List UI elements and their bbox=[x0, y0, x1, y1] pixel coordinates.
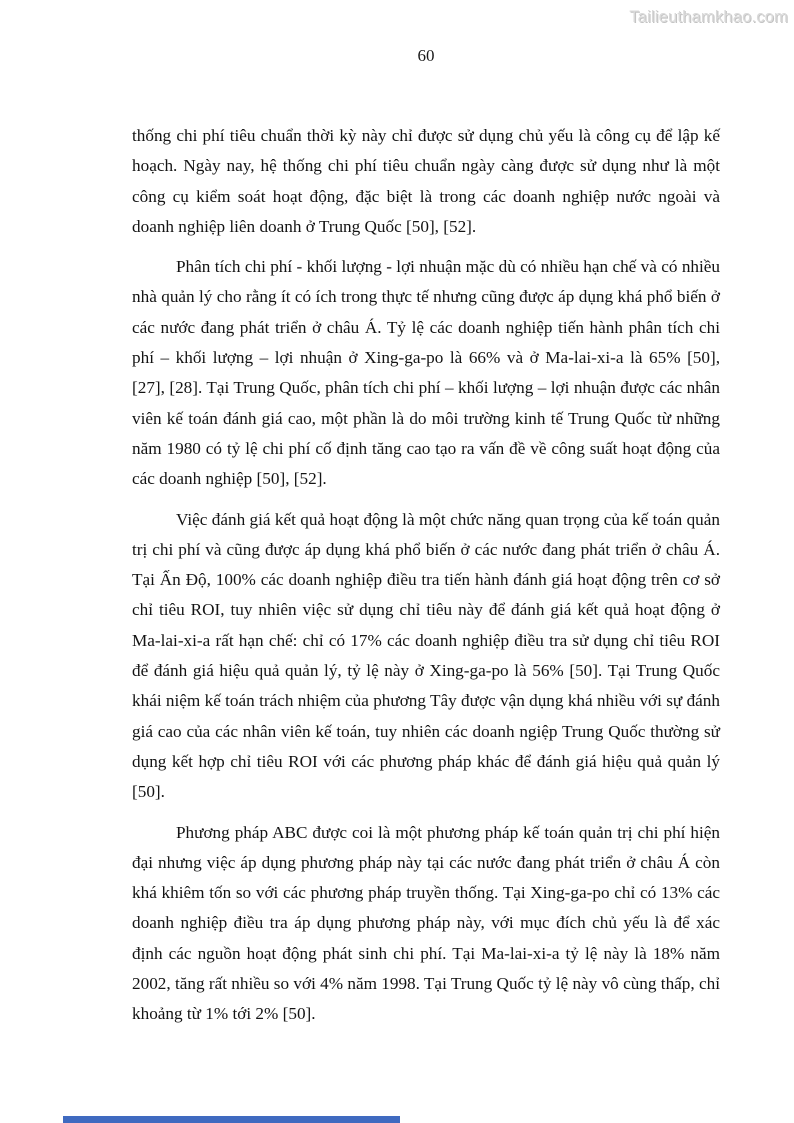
watermark-text: Tailieuthamkhao.com bbox=[629, 8, 788, 26]
paragraph: Việc đánh giá kết quả hoạt động là một chức năng quan trọng của kế toán quản trị chi phí và cũng được áp dụng khá phổ biến ở các nước đang phát triển ở châu Á. Tại Ấn Độ, 100% các doanh nghiệp điều tra tiến hành đánh giá hoạt động trên cơ sở chỉ tiêu ROI, tuy nhiên việc sử dụng chỉ tiêu này để đánh giá kết quả hoạt động ở Ma-lai-xi-a rất hạn chế: chỉ có 17% các doanh nghiệp điều tra sử dụng chỉ tiêu ROI để đánh giá hiệu quả quản lý, tỷ lệ này ở Xing-ga-po là 56% [50]. Tại Trung Quốc khái niệm kế toán trách nhiệm của phương Tây được vận dụng khá nhiều với sự đánh giá cao của các nhân viên kế toán, tuy nhiên các doanh ngiệp Trung Quốc thường sử dụng kết hợp chỉ tiêu ROI với các phương pháp khác để đánh giá hiệu quả quản lý [50]. bbox=[132, 509, 720, 802]
bottom-accent-bar bbox=[63, 1116, 400, 1123]
document-body bbox=[132, 121, 720, 1040]
paragraph: Phương pháp ABC được coi là một phương pháp kế toán quản trị chi phí hiện đại nhưng việc áp dụng phương pháp này tại các nước đang phát triển ở châu Á còn khá khiêm tốn so với các phương pháp truyền thống. Tại Xing-ga-po chỉ có 13% các doanh nghiệp điều tra áp dụng phương pháp này, với mục đích chủ yếu là để xác định các nguồn hoạt động phát sinh chi phí. Tại Ma-lai-xi-a tỷ lệ này là 18% năm 2002, tăng rất nhiều so với 4% năm 1998. Tại Trung Quốc tỷ lệ này vô cùng thấp, chỉ khoảng từ 1% tới 2% [50]. bbox=[132, 822, 720, 1024]
paragraph: Phân tích chi phí - khối lượng - lợi nhuận mặc dù có nhiều hạn chế và có nhiều nhà quản lý cho rằng ít có ích trong thực tế nhưng cũng được áp dụng khá phổ biến ở các nước đang phát triển ở châu Á. Tỷ lệ các doanh nghiệp tiến hành phân tích chi phí – khối lượng – lợi nhuận ở Xing-ga-po là 66% và ở Ma-lai-xi-a là 65% [50], [27], [28]. Tại Trung Quốc, phân tích chi phí – khối lượng – lợi nhuận được các nhân viên kế toán đánh giá cao, một phần là do môi trường kinh tế Trung Quốc từ những năm 1980 có tỷ lệ chi phí cố định tăng cao tạo ra vấn đề về công suất hoạt động của các doanh nghiệp [50], [52]. bbox=[132, 257, 720, 489]
page-number: 60 bbox=[417, 46, 435, 65]
paragraph: thống chi phí tiêu chuẩn thời kỳ này chỉ được sử dụng chủ yếu là công cụ để lập kế hoạch. Ngày nay, hệ thống chi phí tiêu chuẩn ngày càng được sử dụng như là một công cụ kiểm soát hoạt động, đặc biệt là trong các doanh nghiệp nước ngoài và doanh nghiệp liên doanh ở Trung Quốc [50], [52]. bbox=[132, 126, 720, 236]
